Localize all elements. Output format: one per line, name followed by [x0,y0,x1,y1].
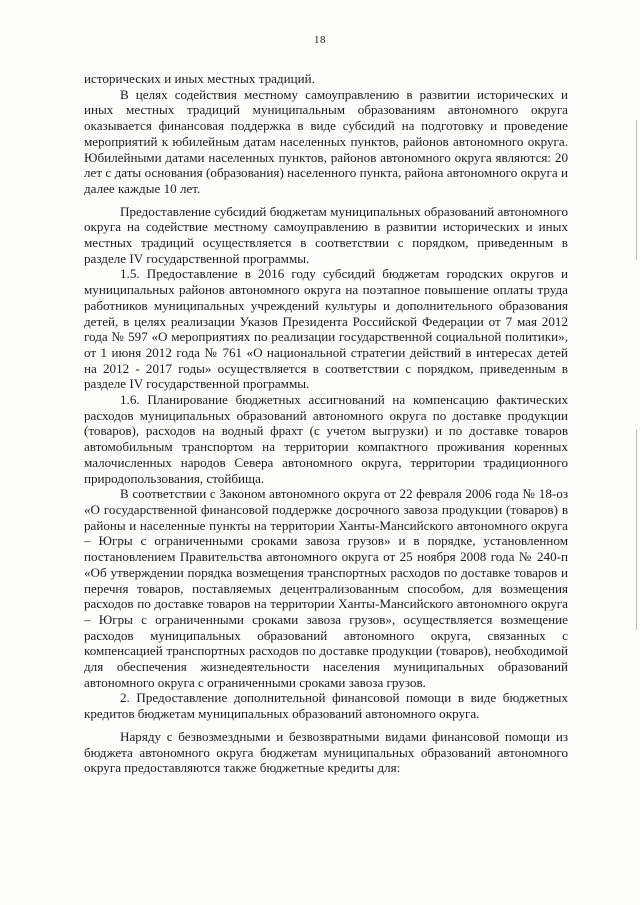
scan-edge-line [636,120,637,260]
paragraph-law-reference: В соответствии с Законом автономного округа от 22 февраля 2006 года № 18-оз «О государственной финансовой поддержке досрочного завоза продукции (товаров) в районы и населенные пункты на территории Ханты-Мансийского автономного округа – Югры с ограниченными сроками завоза грузов» и в порядке, установленном постановлением Правительства автономного округа от 25 ноября 2008 года № 240-п «Об утверждении порядка возмещения транспортных расходов по доставке товаров и перечня товаров, поставляемых децентрализованным способом, для возмещения расходов по доставке товаров на территории Ханты-Мансийского автономного округа – Югры с ограниченными сроками завоза грузов», осуществляется возмещение расходов муниципальных образований автономного округа, связанных с компенсацией транспортных расходов по доставке продукции (товаров), необходимой для обеспечения жизнедеятельности населения муниципальных образований автономного округа с ограниченными сроками завоза грузов. [84,486,568,690]
paragraph-item-1-5: 1.5. Предоставление в 2016 году субсидий бюджетам городских округов и муниципальных районов автономного округа на поэтапное повышение оплаты труда работников муниципальных учреждений культуры и дополнительного образования детей, в целях реализации Указов Президента Российской Федерации от 7 мая 2012 года № 597 «О мероприятиях по реализации государственной социальной политики», от 1 июня 2012 года № 761 «О национальной стратегии действий в интересах детей на 2012 - 2017 годы» осуществляется в соответствии с порядком, приведенным в разделе IV государственной программы. [84,266,568,392]
paragraph-item-2: 2. Предоставление дополнительной финансовой помощи в виде бюджетных кредитов бюджетам муниципальных образований автономного округа. [84,690,568,722]
paragraph-item-1-6: 1.6. Планирование бюджетных ассигнований на компенсацию фактических расходов муниципальных образований автономного округа по доставке продукции (товаров), расходов на водный фрахт (с учетом выгрузки) и по доставке товаров автомобильным транспортом на территории компактного проживания коренных малочисленных народов Севера автономного округа, территории традиционного природопользования, стойбища. [84,392,568,486]
paragraph-continuation: исторических и иных местных традиций. [84,71,315,86]
page-number: 18 [314,34,326,46]
body-text [84,71,568,776]
paragraph-historical-support: В целях содействия местному самоуправлению в развитии исторических и иных местных традиций муниципальным образованиям автономного округа оказывается финансовая поддержка в виде субсидий на подготовку и проведение мероприятий к юбилейным датам населенных пунктов, районов автономного округа. Юбилейными датами населенных пунктов, районов автономного округа являются: 20 лет с даты основания (образования) населенного пункта, района автономного округа и далее каждые 10 лет. [84,86,568,196]
paragraph-subsidy-procedure: Предоставление субсидий бюджетам муниципальных образований автономного округа на содействие местному самоуправлению в развитии исторических и иных местных традиций осуществляется в соответствии с порядком, приведенным в разделе IV государственной программы. [84,203,568,266]
scan-edge-line [636,430,637,630]
paragraph-budget-credits: Наряду с безвозмездными и безвозвратными видами финансовой помощи из бюджета автономного округа бюджетам муниципальных образований автономного округа предоставляются также бюджетные кредиты для: [84,728,568,776]
